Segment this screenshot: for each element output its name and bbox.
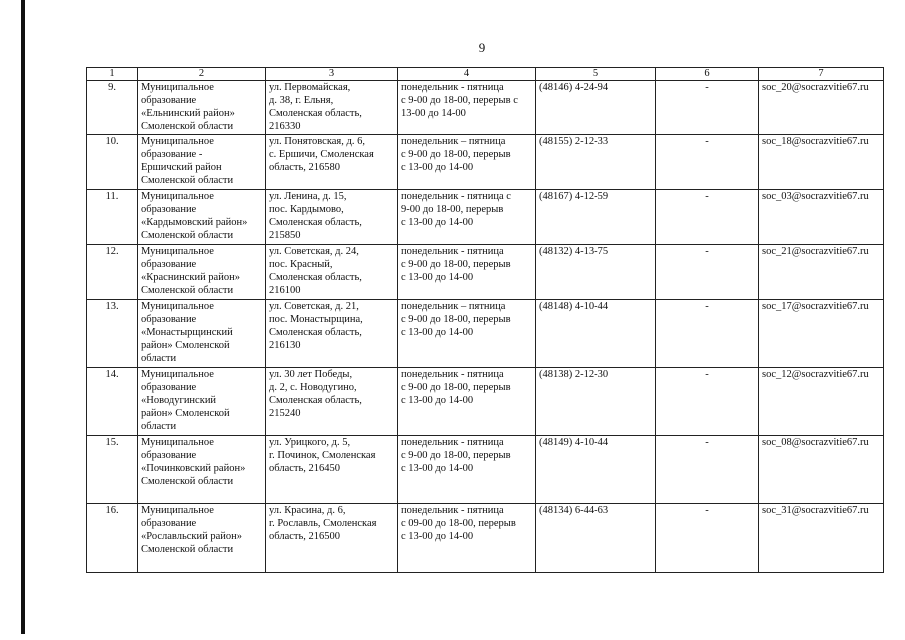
column-6-value: - [656,436,759,504]
email: soc_08@socrazvitie67.ru [759,436,884,504]
column-number: 4 [398,68,536,81]
organization-name: Муниципальное образование - Ершичский район Смоленской области [138,135,266,190]
table-row [87,245,884,300]
table-row [87,436,884,504]
table-row [87,300,884,368]
phone: (48155) 2-12-33 [536,135,656,190]
working-hours: понедельник - пятница с 9-00 до 18-00, перерыв с 13-00 до 14-00 [398,245,536,300]
email: soc_17@socrazvitie67.ru [759,300,884,368]
email: soc_03@socrazvitie67.ru [759,190,884,245]
email: soc_31@socrazvitie67.ru [759,504,884,573]
column-6-value: - [656,368,759,436]
column-number: 7 [759,68,884,81]
address: ул. 30 лет Победы, д. 2, с. Новодугино, Смоленская область, 215240 [266,368,398,436]
organization-name: Муниципальное образование «Рославльский район» Смоленской области [138,504,266,573]
phone: (48146) 4-24-94 [536,81,656,135]
margin-bar [21,0,25,634]
row-number: 12. [87,245,138,300]
row-number: 13. [87,300,138,368]
address: ул. Понятовская, д. 6, с. Ершичи, Смоленская область, 216580 [266,135,398,190]
column-6-value: - [656,300,759,368]
phone: (48134) 6-44-63 [536,504,656,573]
column-6-value: - [656,135,759,190]
page-number: 9 [478,40,486,55]
column-number: 2 [138,68,266,81]
row-number: 11. [87,190,138,245]
row-number: 16. [87,504,138,573]
working-hours: понедельник - пятница с 9-00 до 18-00, перерыв с 13-00 до 14-00 [398,190,536,245]
column-number: 5 [536,68,656,81]
column-number: 6 [656,68,759,81]
address: ул. Советская, д. 24, пос. Красный, Смоленская область, 216100 [266,245,398,300]
working-hours: понедельник - пятница с 9-00 до 18-00, перерыв с 13-00 до 14-00 [398,81,536,135]
phone: (48148) 4-10-44 [536,300,656,368]
working-hours: понедельник - пятница с 9-00 до 18-00, перерыв с 13-00 до 14-00 [398,368,536,436]
working-hours: понедельник – пятница с 9-00 до 18-00, перерыв с 13-00 до 14-00 [398,135,536,190]
working-hours: понедельник – пятница с 9-00 до 18-00, перерыв с 13-00 до 14-00 [398,300,536,368]
table-row [87,81,884,135]
table-row [87,368,884,436]
address: ул. Ленина, д. 15, пос. Кардымово, Смоленская область, 215850 [266,190,398,245]
organization-name: Муниципальное образование «Монастырщинский район» Смоленской области [138,300,266,368]
phone: (48167) 4-12-59 [536,190,656,245]
address: ул. Урицкого, д. 5, г. Починок, Смоленская область, 216450 [266,436,398,504]
column-number: 1 [87,68,138,81]
organization-name: Муниципальное образование «Ельнинский район» Смоленской области [138,81,266,135]
phone: (48138) 2-12-30 [536,368,656,436]
column-6-value: - [656,245,759,300]
row-number: 15. [87,436,138,504]
row-number: 10. [87,135,138,190]
organization-name: Муниципальное образование «Починковский район» Смоленской области [138,436,266,504]
address: ул. Красина, д. 6, г. Рославль, Смоленская область, 216500 [266,504,398,573]
table-row [87,135,884,190]
email: soc_20@socrazvitie67.ru [759,81,884,135]
column-number: 3 [266,68,398,81]
row-number: 14. [87,368,138,436]
address: ул. Первомайская, д. 38, г. Ельня, Смоленская область, 216330 [266,81,398,135]
column-number-row [87,68,884,81]
organization-name: Муниципальное образование «Новодугинский район» Смоленской области [138,368,266,436]
contacts-table [86,67,884,573]
phone: (48132) 4-13-75 [536,245,656,300]
email: soc_12@socrazvitie67.ru [759,368,884,436]
working-hours: понедельник - пятница с 09-00 до 18-00, перерыв с 13-00 до 14-00 [398,504,536,573]
column-6-value: - [656,504,759,573]
phone: (48149) 4-10-44 [536,436,656,504]
organization-name: Муниципальное образование «Краснинский район» Смоленской области [138,245,266,300]
column-6-value: - [656,190,759,245]
email: soc_18@socrazvitie67.ru [759,135,884,190]
email: soc_21@socrazvitie67.ru [759,245,884,300]
column-6-value: - [656,81,759,135]
address: ул. Советская, д. 21, пос. Монастырщина, Смоленская область, 216130 [266,300,398,368]
row-number: 9. [87,81,138,135]
working-hours: понедельник - пятница с 9-00 до 18-00, перерыв с 13-00 до 14-00 [398,436,536,504]
organization-name: Муниципальное образование «Кардымовский район» Смоленской области [138,190,266,245]
table-row [87,190,884,245]
table-row [87,504,884,573]
